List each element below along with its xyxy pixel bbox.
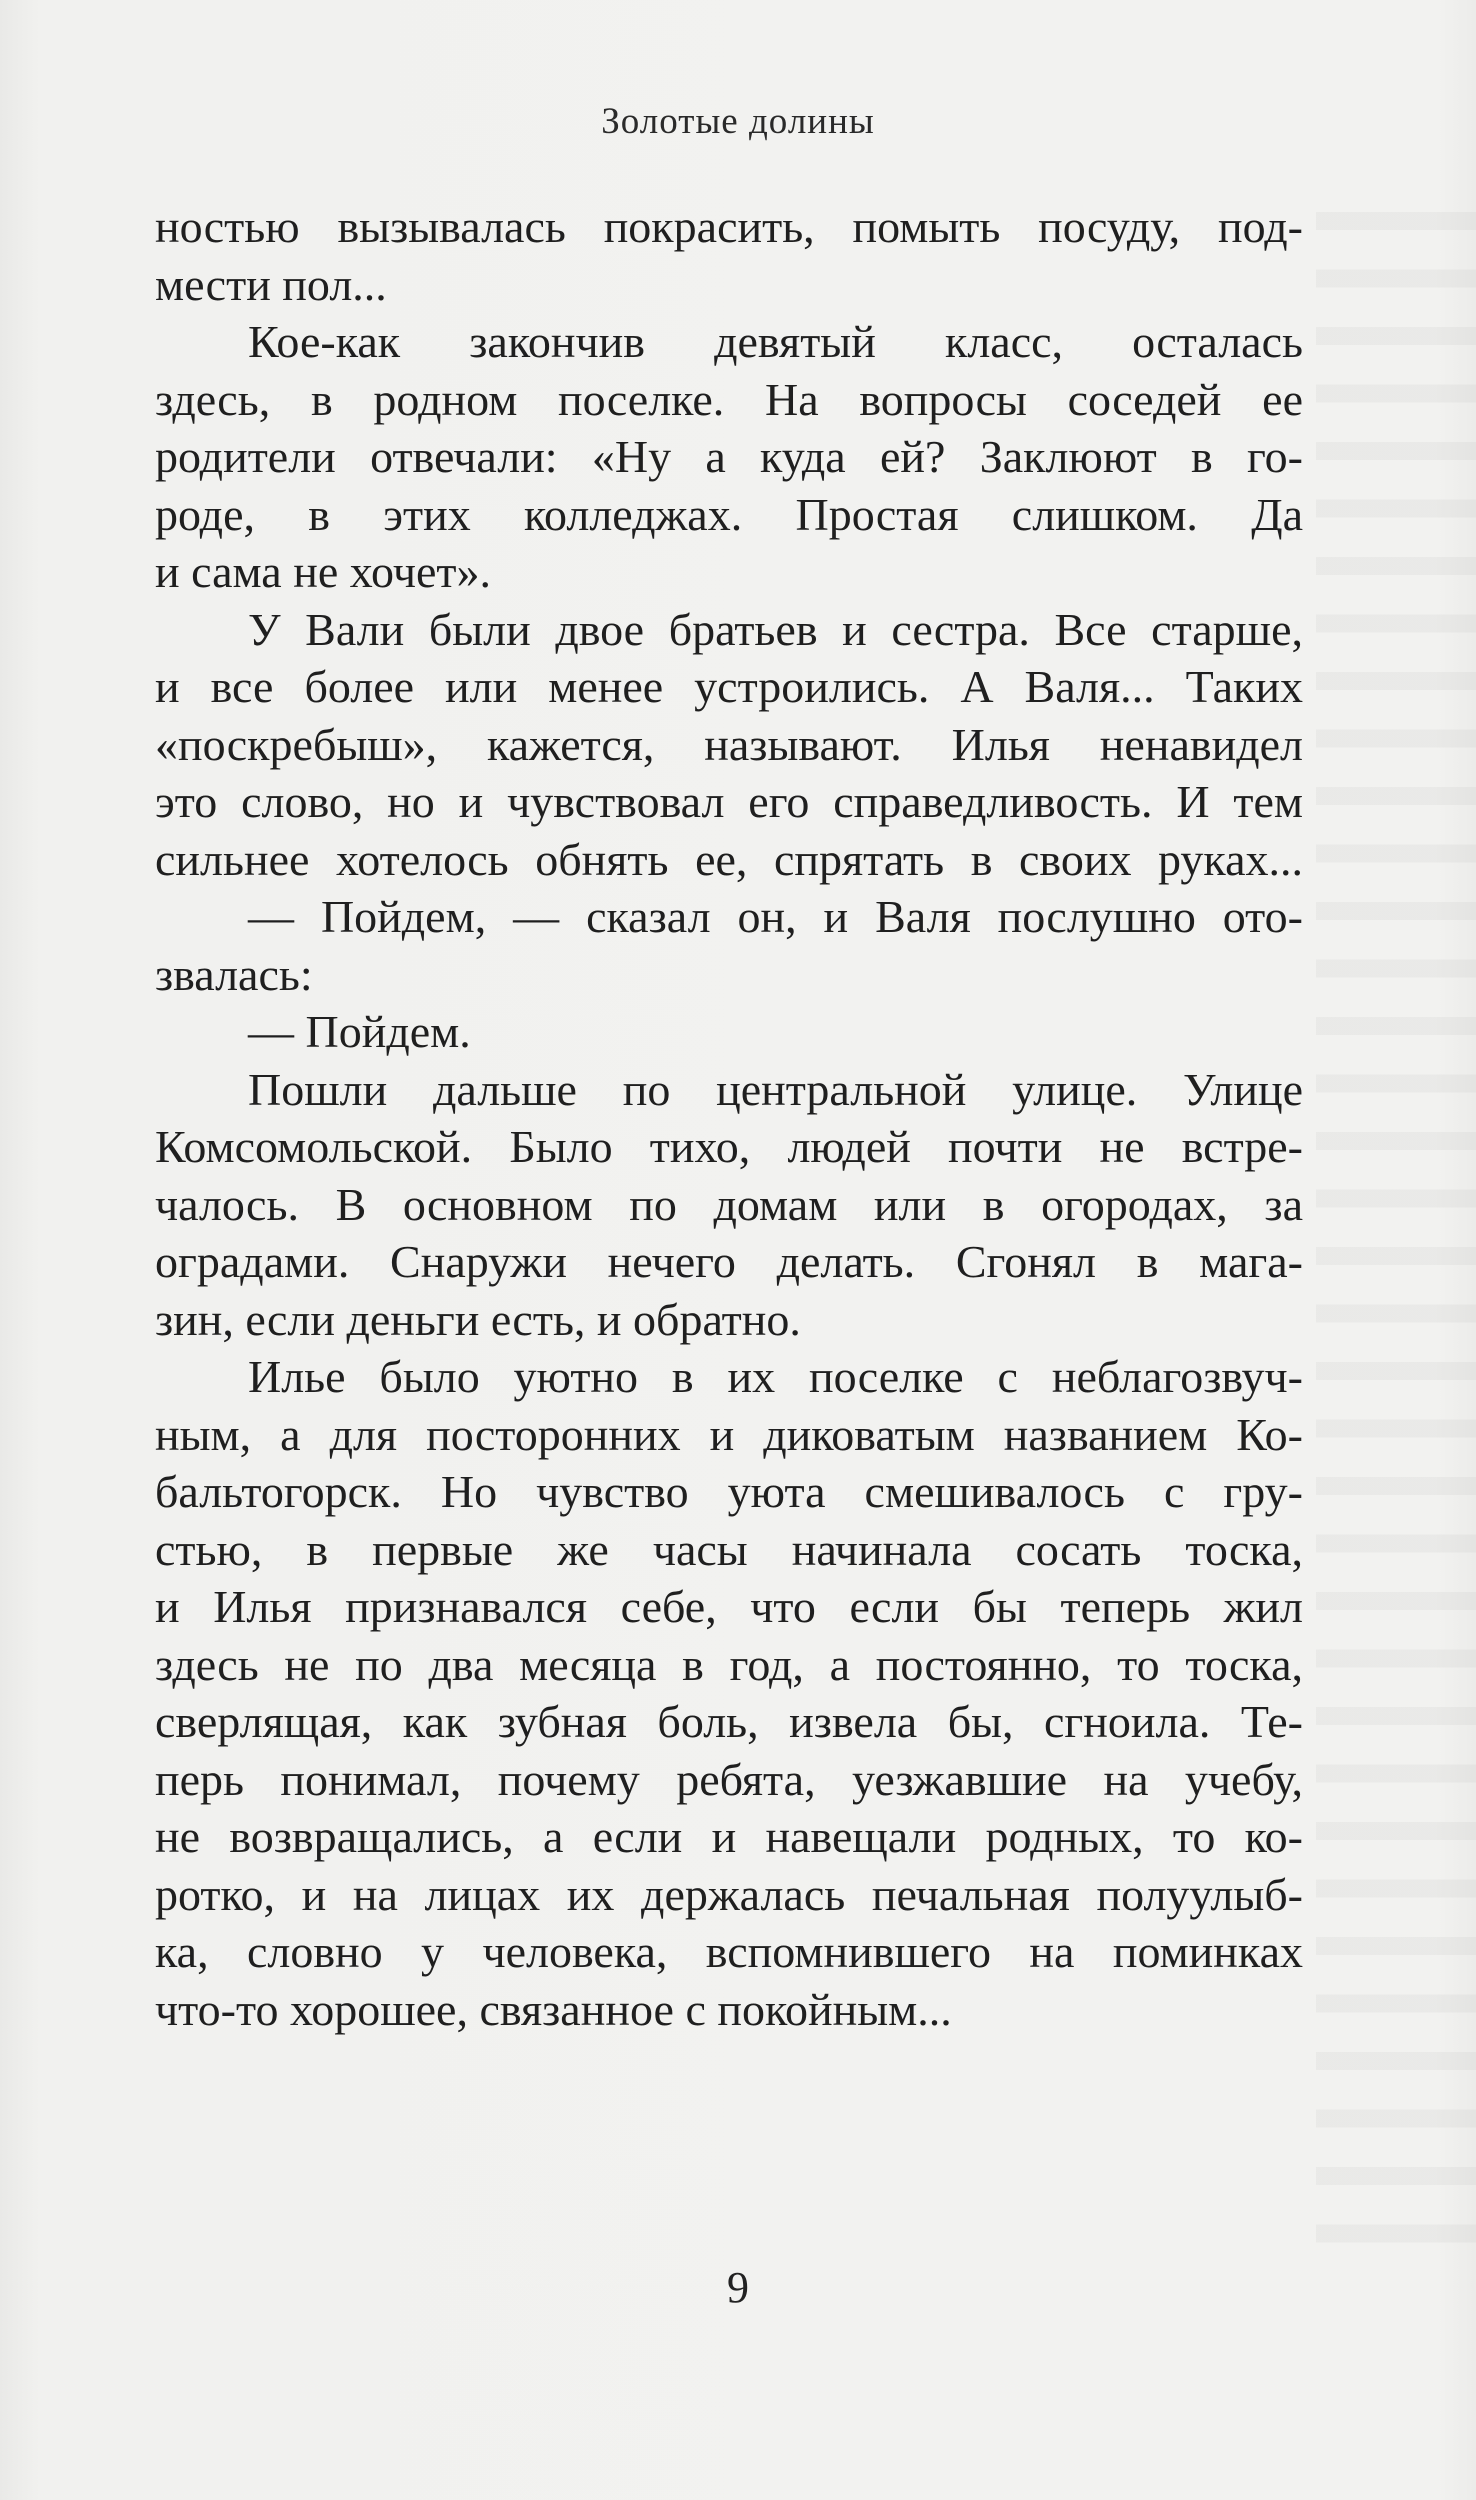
page-number: 9 (727, 2263, 749, 2312)
text-line: Комсомольской. Было тихо, людей почти не встре- (155, 1121, 1303, 1172)
text-line: У Вали были двое братьев и сестра. Все старше, (248, 603, 1303, 655)
text-line: чалось. В основном по домам или в огородах, за (155, 1178, 1303, 1230)
text-line: ротко, и на лицах их держалась печальная полуулыб- (155, 1868, 1303, 1920)
text-line: перь понимал, почему ребята, уезжавшие на учебу, (155, 1753, 1303, 1805)
text-line: Илье было уютно в их поселке с неблагозвуч- (248, 1351, 1303, 1402)
text-line: родители отвечали: «Ну а куда ей? Заклюют в го- (155, 431, 1303, 482)
text-line: оградами. Снаружи нечего делать. Сгонял в мага- (155, 1236, 1303, 1287)
text-line: — Пойдем. (248, 1006, 471, 1057)
text-line: зин, если деньги есть, и обратно. (155, 1293, 801, 1345)
text-line: и сама не хочет». (155, 546, 491, 597)
text-line: сверлящая, как зубная боль, извела бы, сгноила. Те- (155, 1696, 1303, 1747)
text-line: сильнее хотелось обнять ее, спрятать в своих руках... (155, 833, 1303, 885)
text-line: это слово, но и чувствовал его справедливость. И тем (155, 776, 1303, 827)
text-line: здесь, в родном поселке. На вопросы соседей ее (155, 373, 1303, 425)
text-line: — Пойдем, — сказал он, и Валя послушно ото- (248, 891, 1303, 942)
text-line: ностью вызывалась покрасить, помыть посуду, под- (155, 201, 1303, 252)
text-line: здесь не по два месяца в год, а постоянно, то тоска, (155, 1638, 1303, 1690)
text-line: ка, словно у человека, вспомнившего на поминках (155, 1926, 1303, 1977)
text-line: что-то хорошее, связанное с покойным... (155, 1983, 952, 2035)
text-line: «поскребыш», кажется, называют. Илья ненавидел (155, 718, 1303, 770)
body-text (155, 198, 1303, 2038)
text-line: не возвращались, а если и навещали родных, то ко- (155, 1811, 1303, 1862)
text-line: роде, в этих колледжах. Простая слишком. Да (155, 488, 1303, 540)
text-line: и Илья признавался себе, что если бы теперь жил (155, 1581, 1303, 1632)
text-line: Кое-как закончив девятый класс, осталась (248, 316, 1303, 367)
text-line: звалась: (155, 948, 313, 1000)
text-line: стью, в первые же часы начинала сосать тоска, (155, 1523, 1303, 1575)
text-line: бальтогорск. Но чувство уюта смешивалось с гру- (155, 1466, 1303, 1517)
text-line: и все более или менее устроились. А Валя... Таких (155, 661, 1303, 712)
text-line: ным, а для посторонних и диковатым названием Ко- (155, 1408, 1303, 1460)
text-line: Пошли дальше по центральной улице. Улице (248, 1063, 1303, 1115)
text-line: мести пол... (155, 258, 387, 310)
show-through-texture (1316, 190, 1476, 2270)
running-title: Золотые долины (601, 101, 875, 142)
